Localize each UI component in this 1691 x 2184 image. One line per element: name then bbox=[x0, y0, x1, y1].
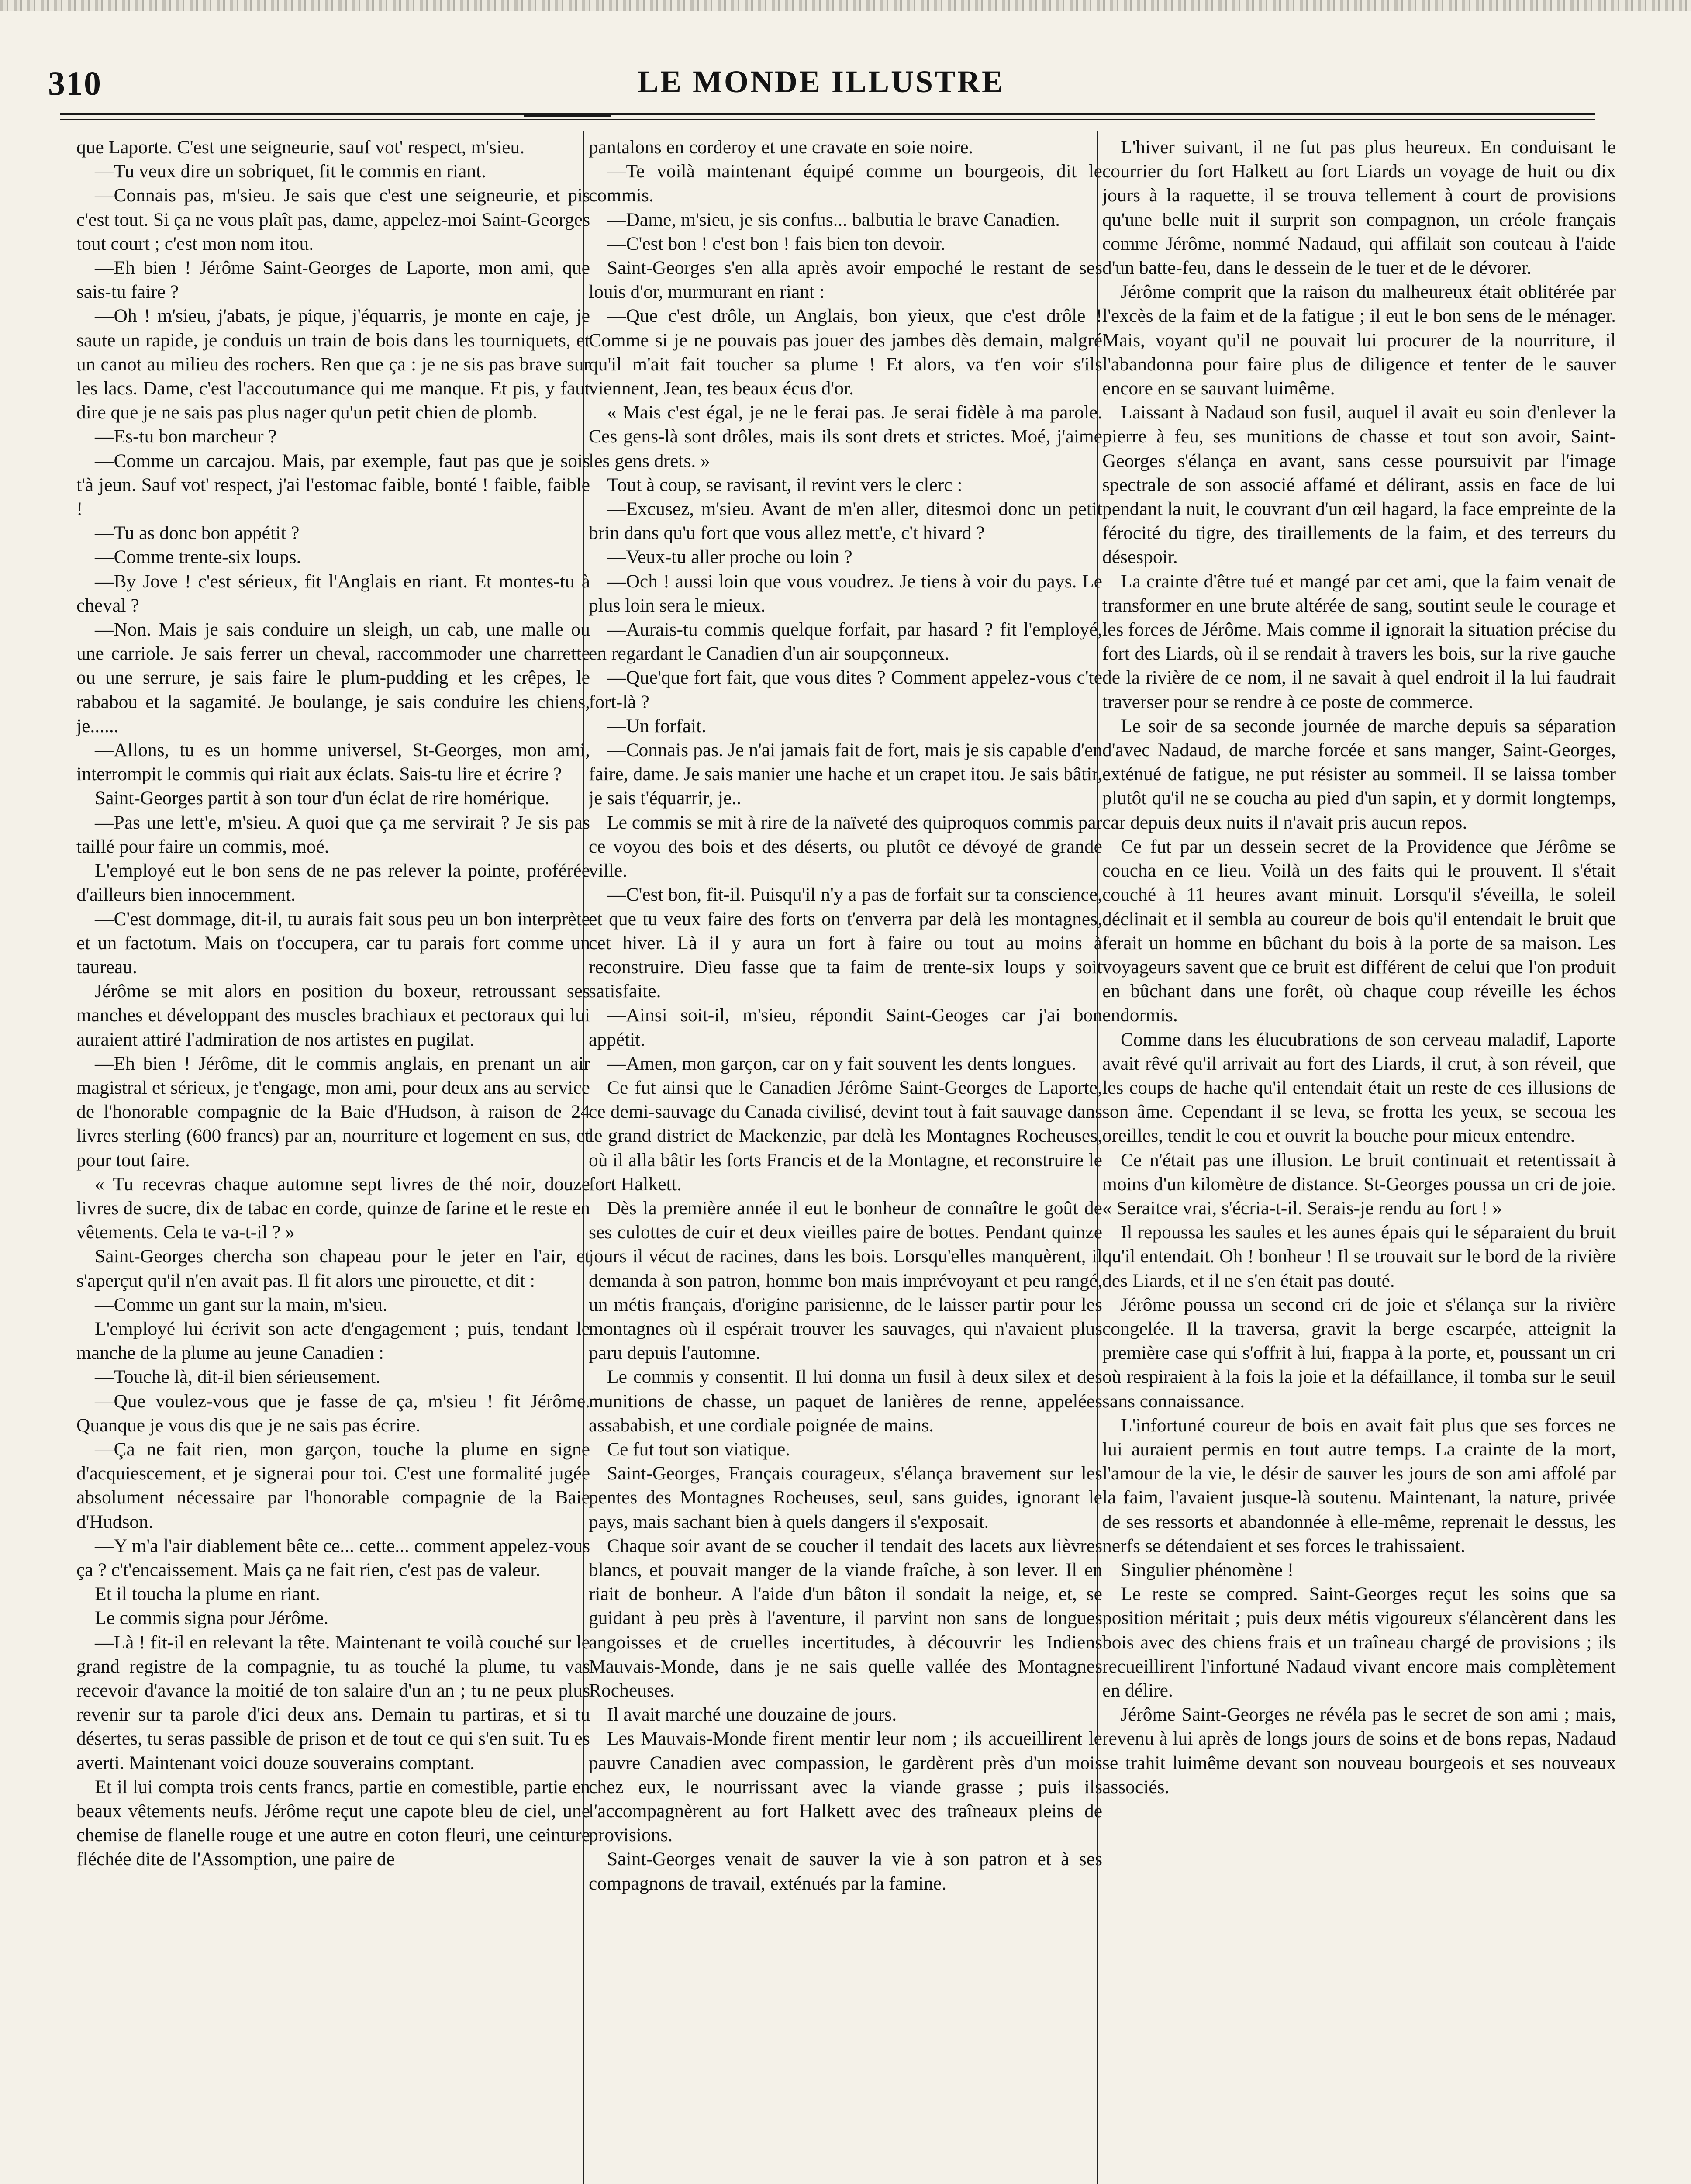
paragraph: —Que'que fort fait, que vous dites ? Comment appelez-vous c'te fort-là ? bbox=[589, 667, 1102, 712]
paragraph: —Tu as donc bon appétit ? bbox=[95, 522, 300, 544]
paragraph: Le commis se mit à rire de la naïveté des quiproquos commis par ce voyou des bois et des déserts, ou plutôt ce dévoyé de grande ville. bbox=[589, 812, 1102, 881]
paragraph: —Es-tu bon marcheur ? bbox=[95, 426, 277, 447]
text-column-2 bbox=[589, 135, 1102, 2184]
paragraph: Saint-Georges, Français courageux, s'élança bravement sur les pentes des Montagnes Rocheuses, seul, sans guides, ignorant le pays, mais sachant bien à quels dangers il s'exposait. bbox=[589, 1463, 1102, 1532]
paragraph: —Comme un carcajou. Mais, par exemple, faut pas que je sois t'à jeun. Sauf vot' respect, j'ai l'estomac faible, bonté ! faible, faible ! bbox=[76, 450, 590, 520]
paragraph: L'employé lui écrivit son acte d'engagement ; puis, tendant le manche de la plume au jeune Canadien : bbox=[76, 1318, 590, 1364]
scan-edge bbox=[0, 0, 1691, 11]
paragraph: —Eh bien ! Jérôme, dit le commis anglais, en prenant un air magistral et sérieux, je t'engage, mon ami, pour deux ans au service de l'honorable compagnie de la Baie d'Hudson, à raison de 24 livres sterling (600 francs) par an, nourriture et logement en sus, et pour tout faire. bbox=[76, 1053, 590, 1171]
paragraph: —Och ! aussi loin que vous voudrez. Je tiens à voir du pays. Le plus loin sera le mieux. bbox=[589, 570, 1102, 616]
paragraph: —Pas une lett'e, m'sieu. A quoi que ça me servirait ? Je sis pas taillé pour faire un commis, moé. bbox=[76, 812, 590, 857]
paragraph: —Comme trente-six loups. bbox=[95, 546, 301, 568]
paragraph: —Veux-tu aller proche ou loin ? bbox=[607, 546, 852, 568]
paragraph: Ce fut par un dessein secret de la Providence que Jérôme se coucha en ce lieu. Voilà un des faits qui le prouvent. Il s'était couché à 11 heures avant minuit. Lorsqu'il s'éveilla, le soleil déclinait et il sembla au coureur de bois qu'il entendait le bruit que ferait un homme en bûchant du bois à la porte de sa maison. Les voyageurs savent que ce bruit est différent de celui que l'on produit en bûchant dans une forêt, où chaque coup réveille les échos endormis. bbox=[1102, 836, 1616, 1026]
text-column-1 bbox=[76, 135, 590, 2184]
paragraph: Saint-Georges partit à son tour d'un éclat de rire homérique. bbox=[95, 788, 550, 809]
paragraph: —Te voilà maintenant équipé comme un bourgeois, dit le commis. bbox=[589, 161, 1102, 206]
paragraph: Jérôme poussa un second cri de joie et s'élança sur la rivière congelée. Il la traversa, gravit la berge escarpée, atteignit la première case qui s'offrit à lui, frappa à la porte, et, poussant un cri où respiraient à la fois la joie et la défaillance, il tomba sur le seuil sans connaissance. bbox=[1102, 1294, 1616, 1412]
column-divider bbox=[583, 131, 584, 2184]
paragraph: Jérôme se mit alors en position du boxeur, retroussant ses manches et développant des muscles brachiaux et pectoraux qui lui auraient attiré l'admiration de nos artistes en pugilat. bbox=[76, 981, 590, 1050]
paragraph: Saint-Georges s'en alla après avoir empoché le restant de ses louis d'or, murmurant en riant : bbox=[589, 257, 1102, 303]
paragraph: —Ça ne fait rien, mon garçon, touche la plume en signe d'acquiescement, et je signerai pour toi. C'est une formalité jugée absolument nécessaire par l'honorable compagnie de la Baie d'Hudson. bbox=[76, 1438, 590, 1532]
paragraph: Jérôme Saint-Georges ne révéla pas le secret de son ami ; mais, revenu à lui après de longs jours de soins et de bons repas, Nadaud se trahit luimême devant son nouveau bourgeois et ses nouveaux associés. bbox=[1102, 1704, 1616, 1797]
paragraph: —By Jove ! c'est sérieux, fit l'Anglais en riant. Et montes-tu à cheval ? bbox=[76, 570, 590, 616]
paragraph: —Eh bien ! Jérôme Saint-Georges de Laporte, mon ami, que sais-tu faire ? bbox=[76, 257, 590, 303]
paragraph: Ce fut ainsi que le Canadien Jérôme Saint-Georges de Laporte, ce demi-sauvage du Canada civilisé, devint tout à fait sauvage dans le grand district de Mackenzie, par delà les Montagnes Rocheuses, où il alla bâtir les forts Francis et de la Montagne, et reconstruire le fort Halkett. bbox=[589, 1077, 1102, 1195]
paragraph: Il repoussa les saules et les aunes épais qui le séparaient du bruit qu'il entendait. Oh ! bonheur ! Il se trouvait sur le bord de la rivière des Liards, et il ne s'en était pas douté. bbox=[1102, 1222, 1616, 1291]
header-rule-thin bbox=[60, 119, 1595, 120]
masthead-title: LE MONDE ILLUSTRE bbox=[637, 64, 1005, 99]
paragraph: —Connais pas, m'sieu. Je sais que c'est une seigneurie, et pis c'est tout. Si ça ne vous plaît pas, dame, appelez-moi Saint-Georges tout court ; c'est mon nom itou. bbox=[76, 185, 590, 254]
paragraph: L'hiver suivant, il ne fut pas plus heureux. En conduisant le courrier du fort Halkett au fort Liards un voyage de huit ou dix jours à la raquette, il se trouva tellement à court de provisions qu'une belle nuit il surprit son compagnon, un créole français comme Jérôme, nommé Nadaud, qui affilait son couteau à l'aide d'un batte-feu, dans le dessein de le tuer et de le dévorer. bbox=[1102, 137, 1616, 279]
paragraph: « Tu recevras chaque automne sept livres de thé noir, douze livres de sucre, dix de tabac en corde, quinze de farine et le reste en vêtements. Cela te va-t-il ? » bbox=[76, 1173, 590, 1243]
paragraph: —Là ! fit-il en relevant la tête. Maintenant te voilà couché sur le grand registre de la compagnie, tu as touché la plume, tu vas recevoir d'avance la moitié de ton salaire d'un an ; tu ne peux plus revenir sur ta parole d'ici deux ans. Demain tu partiras, et si tu désertes, tu seras passible de prison et de tout ce qui s'en suit. Tu es averti. Maintenant voici douze souverains comptant. bbox=[76, 1631, 590, 1773]
paragraph: —Aurais-tu commis quelque forfait, par hasard ? fit l'employé, en regardant le Canadien d'un air soupçonneux. bbox=[589, 619, 1102, 664]
paragraph: Le commis y consentit. Il lui donna un fusil à deux silex et des munitions de chasse, un paquet de lanières de renne, appelées assababish, et une cordiale poignée de mains. bbox=[589, 1366, 1102, 1436]
paragraph: Il avait marché une douzaine de jours. bbox=[607, 1704, 897, 1725]
page-header bbox=[48, 61, 1594, 109]
paragraph: —C'est bon ! c'est bon ! fais bien ton devoir. bbox=[607, 233, 946, 254]
paragraph: Ce n'était pas une illusion. Le bruit continuait et retentissait à moins d'un kilomètre de distance. St-Georges poussa un cri de joie. « Seraitce vrai, s'écria-t-il. Serais-je rendu au fort ! » bbox=[1102, 1149, 1616, 1219]
paragraph: —C'est bon, fit-il. Puisqu'il n'y a pas de forfait sur ta conscience, et que tu veux faire des forts on t'enverra par delà les montagnes, cet hiver. Là il y aura un fort à faire ou tout au moins à reconstruire. Dieu fasse que ta faim de trente-six loups y soit satisfaite. bbox=[589, 884, 1102, 1002]
paragraph: —Non. Mais je sais conduire un sleigh, un cab, une malle ou une carriole. Je sais ferrer un cheval, raccommoder une charrette ou une serrure, je sais faire le plum-pudding et les crêpes, le rababou et la sagamité. Je boulange, je sais conduire les chiens, je...... bbox=[76, 619, 590, 736]
paragraph: —Que c'est drôle, un Anglais, bon yieux, que c'est drôle ! Comme si je ne pouvais pas jouer des jambes dès demain, malgré qu'il m'ait fait toucher sa plume ! Et alors, va t'en voir s'ils viennent, Jean, tes beaux écus d'or. bbox=[589, 305, 1102, 399]
paragraph: Le commis signa pour Jérôme. bbox=[95, 1607, 329, 1629]
paragraph: —Y m'a l'air diablement bête ce... cette... comment appelez-vous ça ? c't'encaissement. Mais ça ne fait rien, c'est pas de valeur. bbox=[76, 1535, 590, 1580]
paragraph: —Connais pas. Je n'ai jamais fait de fort, mais je sis capable d'en faire, dame. Je sais manier une hache et un crapet itou. Je sais bâtir, je sais t'équarrir, je.. bbox=[589, 740, 1102, 809]
paragraph: L'infortuné coureur de bois en avait fait plus que ses forces ne lui auraient permis en tout autre temps. La crainte de la mort, l'amour de la vie, le désir de sauver les jours de son ami affolé par la faim, l'avaient jusque-là soutenu. Maintenant, la nature, privée de ses ressorts et abandonnée à elle-même, reprenait le dessus, les nerfs se détendaient et ses forces le trahissaient. bbox=[1102, 1414, 1616, 1556]
paragraph: —Excusez, m'sieu. Avant de m'en aller, ditesmoi donc un petit brin dans qu'u fort que vous allez mett'e, c't hivard ? bbox=[589, 498, 1102, 544]
paragraph: « Mais c'est égal, je ne le ferai pas. Je serai fidèle à ma parole. Ces gens-là sont drôles, mais ils sont drets et strictes. Moé, j'aime les gens drets. » bbox=[589, 402, 1102, 471]
paragraph: Singulier phénomène ! bbox=[1121, 1559, 1294, 1580]
paragraph: Saint-Georges chercha son chapeau pour le jeter en l'air, et s'aperçut qu'il n'en avait pas. Il fit alors une pirouette, et dit : bbox=[76, 1246, 590, 1291]
column-divider bbox=[1097, 131, 1098, 2184]
paragraph: —Ainsi soit-il, m'sieu, répondit Saint-Geoges car j'ai bon appétit. bbox=[589, 1005, 1102, 1050]
paragraph: Les Mauvais-Monde firent mentir leur nom ; ils accueillirent le pauvre Canadien avec compassion, le gardèrent près d'un mois chez eux, le nourrissant avec la viande grasse ; puis ils l'accompagnèrent au fort Halkett avec des traîneaux pleins de provisions. bbox=[589, 1728, 1102, 1846]
paragraph: —Allons, tu es un homme universel, St-Georges, mon ami, interrompit le commis qui riait aux éclats. Sais-tu lire et écrire ? bbox=[76, 740, 590, 785]
page-number: 310 bbox=[48, 64, 102, 102]
paragraph: —Dame, m'sieu, je sis confus... balbutia le brave Canadien. bbox=[607, 209, 1060, 230]
paragraph: Dès la première année il eut le bonheur de connaître le goût de ses culottes de cuir et deux vieilles paire de bottes. Pendant quinze jours il vécut de racines, dans les bois. Lorsqu'elles manquèrent, il demanda à son patron, homme bon mais imprévoyant et peu rangé, un métis français, d'origine parisienne, de le laisser partir pour les montagnes où il espérait trouver les sauvages, qui n'avaient plus paru depuis l'automne. bbox=[589, 1197, 1102, 1364]
paragraph: que Laporte. C'est une seigneurie, sauf vot' respect, m'sieu. bbox=[76, 137, 525, 158]
paragraph: Le reste se compred. Saint-Georges reçut les soins que sa position méritait ; puis deux métis vigoureux s'élancèrent dans les bois avec des chiens frais et un traîneau chargé de provisions ; ils recueillirent l'infortuné Nadaud vivant encore mais complètement en délire. bbox=[1102, 1583, 1616, 1701]
paragraph: Le soir de sa seconde journée de marche depuis sa séparation d'avec Nadaud, de marche forcée et sans manger, Saint-Georges, exténué de fatigue, ne put résister au sommeil. Il se laissa tomber plutôt qu'il ne se coucha au pied d'un sapin, et y dormit longtemps, car depuis deux nuits il n'avait pris aucun repos. bbox=[1102, 715, 1616, 833]
paragraph: —Que voulez-vous que je fasse de ça, m'sieu ! fit Jérôme. Quanque je vous dis que je ne sais pas écrire. bbox=[76, 1390, 590, 1436]
paragraph: Comme dans les élucubrations de son cerveau maladif, Laporte avait rêvé qu'il arrivait au fort des Liards, il crut, à son réveil, que les coups de hache qu'il entendait était un reste de ces illusions de son âme. Cependant il se leva, se frotta les yeux, se secoua les oreilles, tendit le cou et ouvrit la bouche pour mieux entendre. bbox=[1102, 1029, 1616, 1147]
paragraph: Tout à coup, se ravisant, il revint vers le clerc : bbox=[607, 474, 963, 495]
paragraph: —C'est dommage, dit-il, tu aurais fait sous peu un bon interprète et un factotum. Mais on t'occupera, car tu parais fort comme un taureau. bbox=[76, 908, 590, 978]
paragraph: La crainte d'être tué et mangé par cet ami, que la faim venait de transformer en une brute altérée de sang, soutint seule le courage et les forces de Jérôme. Mais comme il ignorait la situation précise du fort des Liards, où il se rendait à travers les bois, sur la rive gauche de la rivière de ce nom, il ne savait à quel endroit il la lui faudrait traverser pour se rendre à ce poste de commerce. bbox=[1102, 570, 1616, 712]
paragraph: Saint-Georges venait de sauver la vie à son patron et à ses compagnons de travail, exténués par la famine. bbox=[589, 1849, 1102, 1894]
header-rule bbox=[60, 113, 1595, 115]
paragraph: Et il lui compta trois cents francs, partie en comestible, partie en beaux vêtements neufs. Jérôme reçut une capote bleu de ciel, une chemise de flanelle rouge et une autre en coton fleuri, une ceinture fléchée dite de l'Assomption, une paire de bbox=[76, 1776, 590, 1870]
header-rule-ornament bbox=[524, 114, 611, 117]
paragraph: —Amen, mon garçon, car on y fait souvent les dents longues. bbox=[607, 1053, 1076, 1074]
paragraph: —Touche là, dit-il bien sérieusement. bbox=[95, 1366, 381, 1388]
paragraph: Et il toucha la plume en riant. bbox=[95, 1583, 320, 1605]
paragraph: —Oh ! m'sieu, j'abats, je pique, j'équarris, je monte en caje, je saute un rapide, je conduis un train de bois dans les tourniquets, et un canot au milieu des rochers. Ren que ça : je ne sis pas brave sur les lacs. Dame, c'est l'accoutumance qui me manque. Et pis, y faut dire que je ne sais pas plus nager qu'un petit chien de plomb. bbox=[76, 305, 590, 423]
paragraph: —Comme un gant sur la main, m'sieu. bbox=[95, 1294, 387, 1315]
paragraph: Laissant à Nadaud son fusil, auquel il avait eu soin d'enlever la pierre à feu, ses munitions de chasse et tout son avoir, Saint-Georges s'élança en avant, sans cesse poursuivit par l'image spectrale de son associé affamé et délirant, assis en face de lui pendant la nuit, le couvrant d'un œil hagard, la face empreinte de la férocité du tigre, des tiraillements de la faim, et des terreurs du désespoir. bbox=[1102, 402, 1616, 568]
paragraph: L'employé eut le bon sens de ne pas relever la pointe, proférée d'ailleurs bien innocemment. bbox=[76, 860, 590, 905]
paragraph: pantalons en corderoy et une cravate en soie noire. bbox=[589, 137, 973, 158]
paragraph: Ce fut tout son viatique. bbox=[607, 1438, 790, 1460]
paragraph: —Un forfait. bbox=[607, 715, 707, 736]
paragraph: Jérôme comprit que la raison du malheureux était oblitérée par l'excès de la faim et de la fatigue ; il eut le bon sens de le ménager. Mais, voyant qu'il ne pouvait lui procurer de la nourriture, il l'abandonna pour faire plus de diligence et tenter de le sauver encore en se sauvant luimême. bbox=[1102, 281, 1616, 399]
paragraph: —Tu veux dire un sobriquet, fit le commis en riant. bbox=[95, 161, 487, 182]
text-column-3 bbox=[1102, 135, 1616, 2184]
paragraph: Chaque soir avant de se coucher il tendait des lacets aux lièvres blancs, et pouvait manger de la viande fraîche, à son lever. Il en riait de bonheur. A l'aide d'un bâton il sondait la neige, et, se guidant à peu près à l'aventure, il parvint non sans de longues angoisses et de cruelles incertitudes, à découvrir les Indiens Mauvais-Monde, dans je ne sais quelle vallée des Montagnes Rocheuses. bbox=[589, 1535, 1102, 1701]
